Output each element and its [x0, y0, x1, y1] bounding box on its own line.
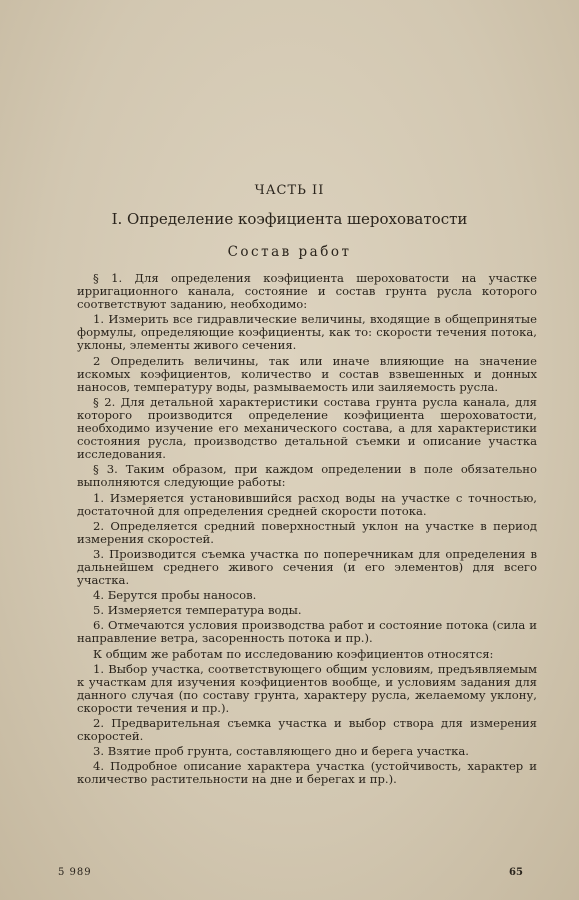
- paragraph: 6. Отмечаются условия производства работ и состояние потока (сила и направление ветра, засоренность потока и пр.).: [77, 618, 537, 646]
- paragraph: § 3. Таким образом, при каждом определении в поле обязательно выполняются следующие работы:: [77, 462, 537, 490]
- body-text: [77, 272, 537, 788]
- paragraph: 2. Определяется средний поверхностный уклон на участке в период измерения скоростей.: [77, 518, 537, 546]
- sub-title: Состав работ: [227, 244, 352, 260]
- paragraph: 1. Выбор участка, соответствующего общим условиям, предъявляемым к участкам для изучения коэфициентов вообще, и условиям задания для данного случая (по составу грунта, характеру русла, желаемому уклону, скорости течения и пр.).: [77, 661, 537, 715]
- section-title: I. Определение коэфициента шероховатости: [111, 210, 468, 228]
- footer-print-code: 5 989: [58, 867, 92, 878]
- page-number: 65: [509, 867, 523, 878]
- paragraph: 1. Измеряется установившийся расход воды на участке с точностью, достаточной для определения средней скорости потока.: [77, 490, 537, 518]
- paragraph: К общим же работам по исследованию коэфициентов относятся:: [93, 646, 494, 661]
- paragraph: 3. Производится съемка участка по поперечникам для определения в дальнейшем среднего живого сечения (и его элементов) для всего участка.: [77, 546, 537, 588]
- paragraph: 2 Определить величины, так или иначе влияющие на значение искомых коэфициентов, количество и состав взвешенных и донных наносов, температуру воды, размываемость или заиляемость русла.: [77, 353, 537, 394]
- paragraph: 4. Берутся пробы наносов.: [93, 588, 257, 603]
- paragraph: § 2. Для детальной характеристики состава грунта русла канала, для которого производится определение коэфициента шероховатости, необходимо изучение его механического состава, а для характеристики состояния русла, производство детальной съемки и описание участка исследования.: [77, 394, 537, 462]
- part-title: ЧАСТЬ II: [254, 183, 325, 198]
- paragraph: 1. Измерить все гидравлические величины, входящие в общепринятые формулы, определяющие коэфициенты, как то: скорости течения потока, уклоны, элементы живого сечения.: [77, 312, 537, 353]
- paragraph: § 1. Для определения коэфициента шероховатости на участке ирригационного канала, состояние и состав грунта русла которого соответствуют заданию, необходимо:: [77, 271, 537, 312]
- paragraph: 5. Измеряется температура воды.: [93, 603, 302, 618]
- paragraph: 3. Взятие проб грунта, составляющего дно и берега участка.: [93, 744, 469, 759]
- paragraph: 4. Подробное описание характера участка (устойчивость, характер и количество растительности на дне и берегах и пр.).: [77, 759, 537, 787]
- paragraph: 2. Предварительная съемка участка и выбор створа для измерения скоростей.: [77, 716, 537, 744]
